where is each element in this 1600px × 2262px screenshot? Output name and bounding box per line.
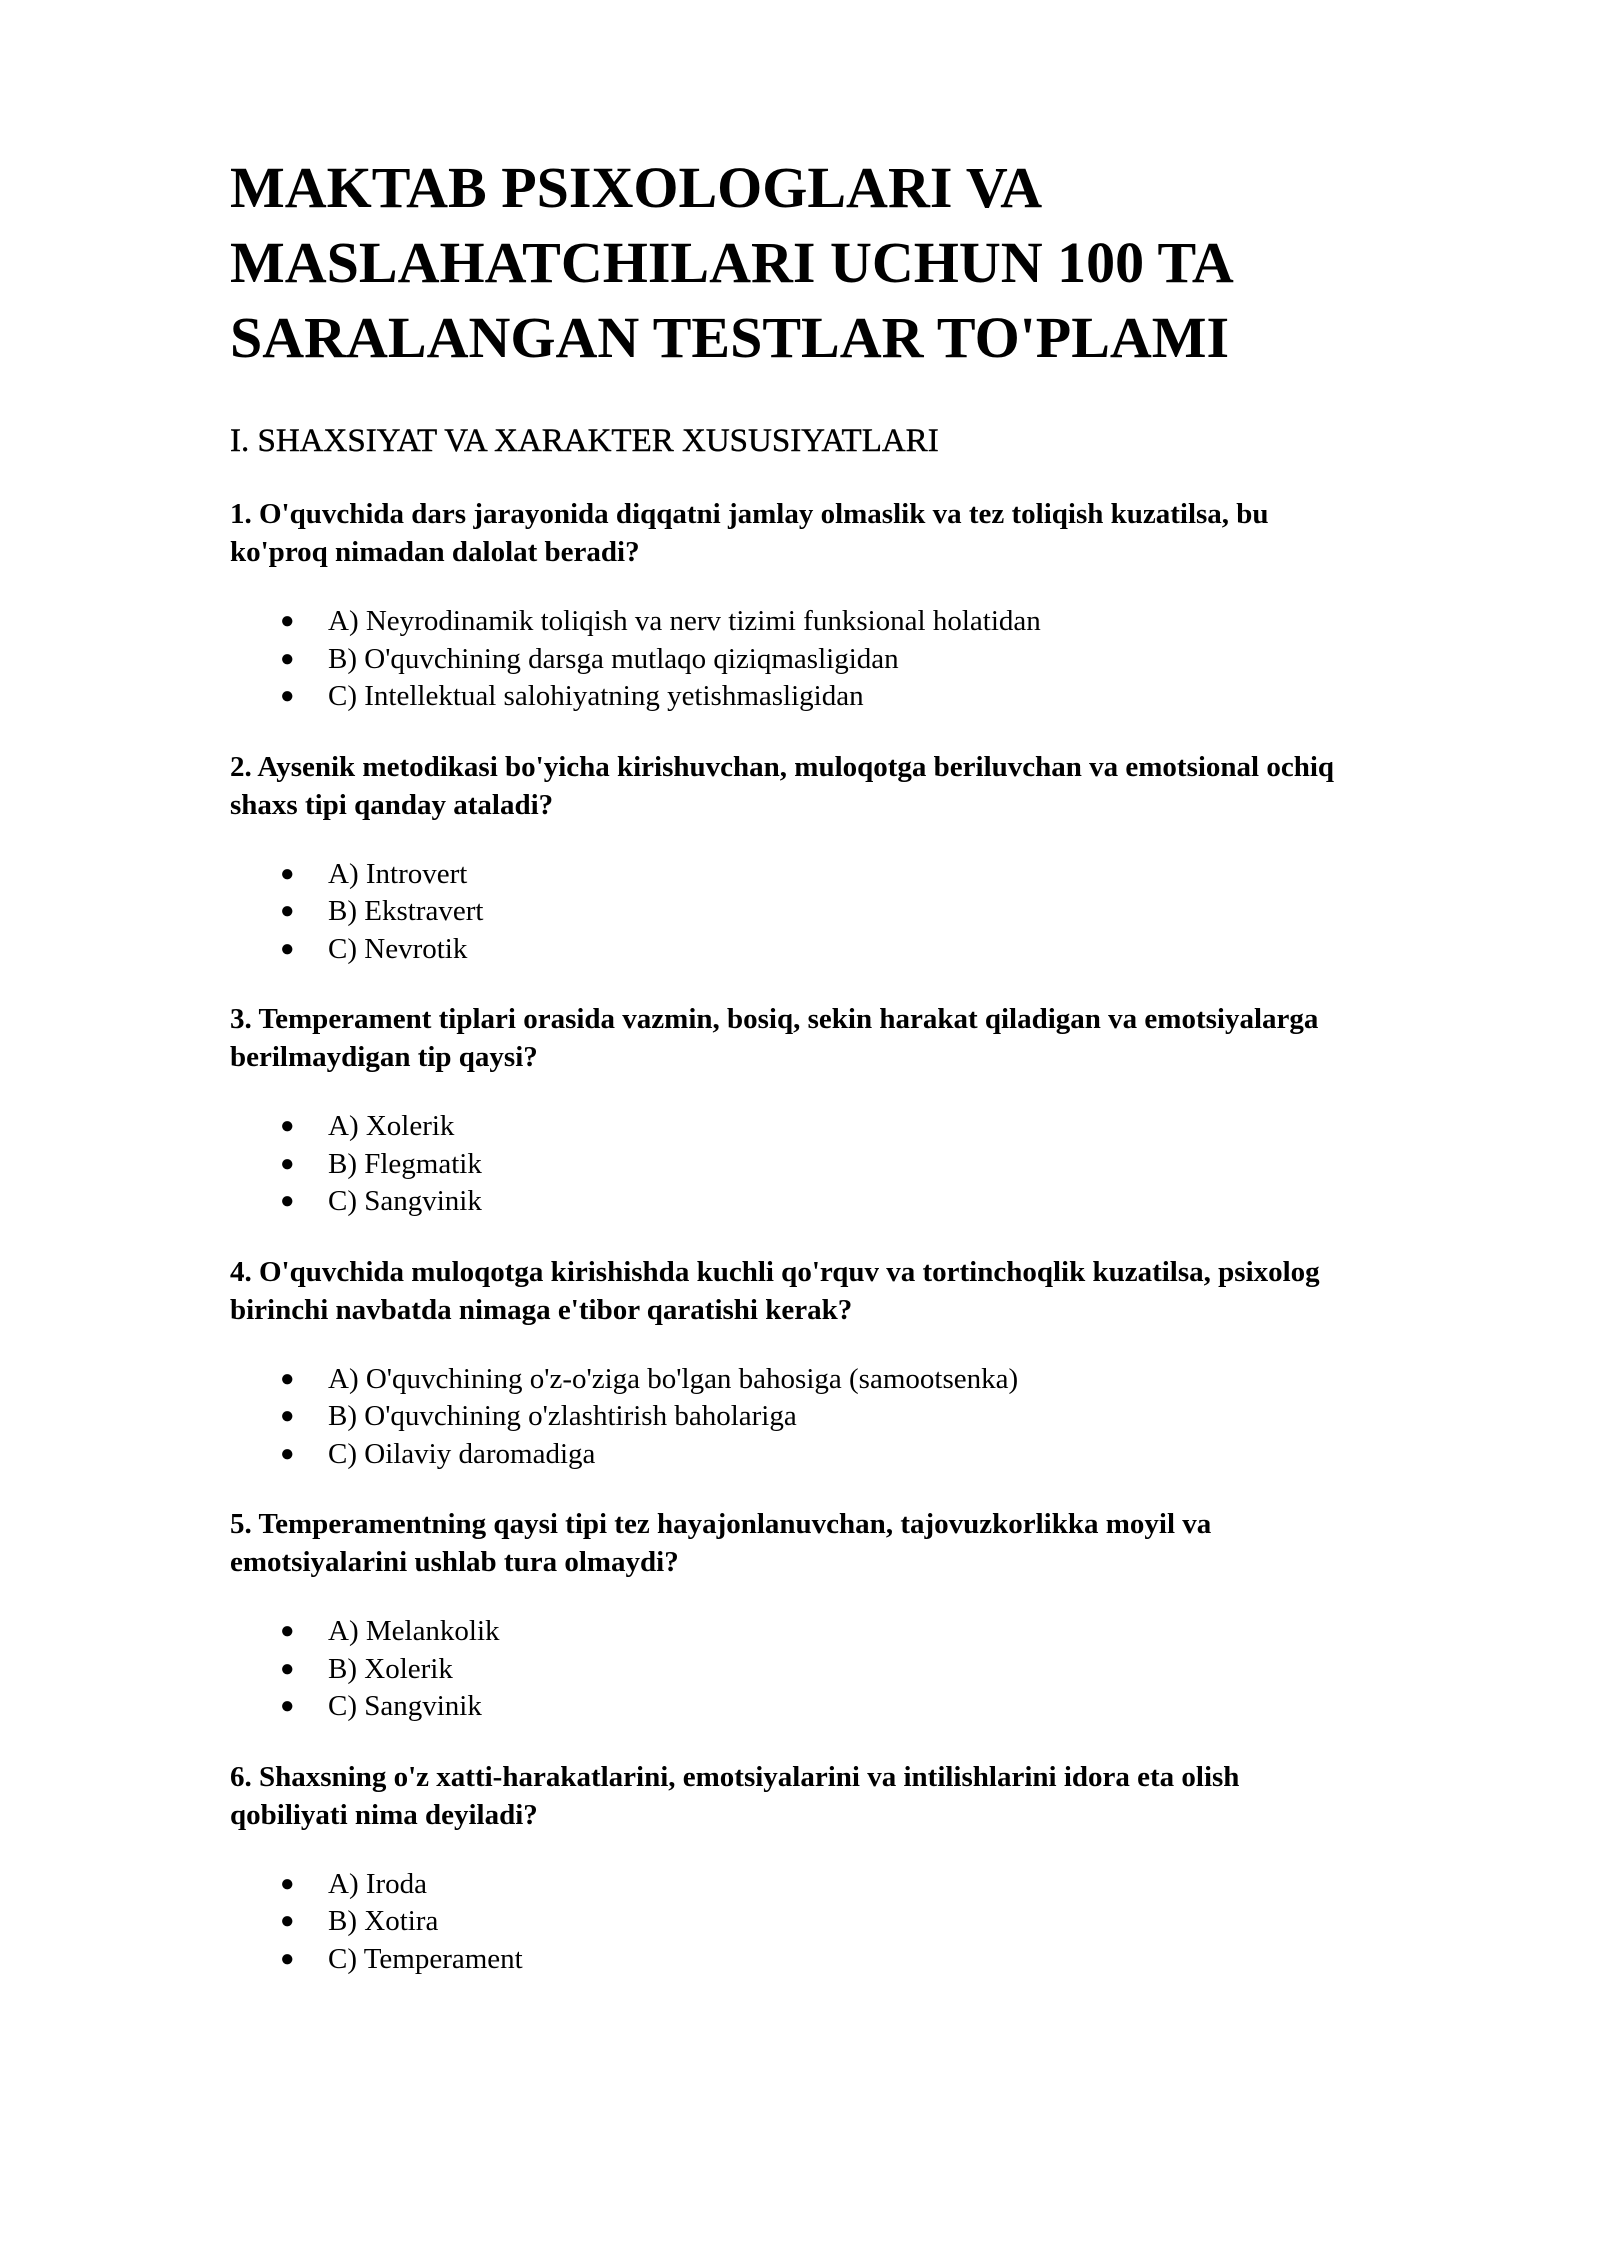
question-line: 4. O'quvchida muloqotga kirishishda kuchli qo'rquv va tortinchoqlik kuzatilsa, psixolog [230, 1255, 1320, 1288]
question-line: ko'proq nimadan dalolat beradi? [230, 536, 640, 568]
bullet-icon: ● [280, 608, 295, 634]
answer-option [230, 1361, 1480, 1399]
question-block [230, 1758, 1480, 1979]
answer-option-text: A) Neyrodinamik toliqish va nerv tizimi funksional holatidan [328, 605, 1041, 637]
answer-option-text: C) Nevrotik [328, 932, 468, 965]
bullet-icon: ● [280, 1693, 295, 1719]
bullet-icon: ● [280, 1365, 295, 1392]
title-line: SARALANGAN TESTLAR TO'PLAMI [230, 305, 1230, 370]
title-line: MAKTAB PSIXOLOGLARI VA [230, 155, 1043, 220]
answer-option [230, 1941, 1480, 1979]
answer-option [230, 641, 1480, 679]
answer-option-text: C) Oilaviy daromadiga [328, 1437, 596, 1470]
question-line: 2. Aysenik metodikasi bo'yicha kirishuvchan, muloqotga beriluvchan va emotsional ochiq [230, 750, 1335, 783]
answer-option [230, 1613, 1480, 1651]
answer-option-text: C) Sangvinik [328, 1690, 482, 1722]
answer-option-text: A) Xolerik [328, 1110, 455, 1142]
question-block [230, 748, 1480, 969]
answer-options-list [230, 1108, 1480, 1221]
question-block [230, 495, 1480, 716]
answer-option [230, 1688, 1480, 1726]
question-block [230, 1505, 1480, 1726]
answer-option [230, 1398, 1480, 1436]
answer-options-list [230, 1866, 1480, 1979]
answer-option-text: A) Melankolik [328, 1615, 500, 1647]
answer-option-text: C) Intellektual salohiyatning yetishmasligidan [328, 680, 864, 712]
bullet-icon: ● [280, 645, 295, 672]
bullet-icon: ● [280, 1188, 295, 1214]
title-line: MASLAHATCHILARI UCHUN 100 TA [230, 230, 1234, 295]
bullet-icon: ● [280, 1150, 295, 1177]
question-line: 1. O'quvchida dars jarayonida diqqatni jamlay olmaslik va tez toliqish kuzatilsa, bu [230, 498, 1269, 530]
question-text [230, 1505, 1480, 1581]
question-line: 5. Temperamentning qaysi tipi tez hayajonlanuvchan, tajovuzkorlikka moyil va [230, 1508, 1212, 1540]
answer-option [230, 603, 1480, 641]
bullet-icon: ● [280, 1870, 295, 1897]
answer-option-text: B) O'quvchining darsga mutlaqo qiziqmasligidan [328, 642, 899, 675]
answer-options-list [230, 856, 1480, 969]
question-line: 3. Temperament tiplari orasida vazmin, bosiq, sekin harakat qiladigan va emotsiyalarga [230, 1003, 1319, 1035]
question-line: shaxs tipi qanday ataladi? [230, 788, 554, 821]
question-line: 6. Shaxsning o'z xatti-harakatlarini, emotsiyalarini va intilishlarini idora eta olish [230, 1760, 1240, 1793]
bullet-icon: ● [280, 935, 295, 962]
bullet-icon: ● [280, 860, 295, 887]
question-line: birinchi navbatda nimaga e'tibor qaratishi kerak? [230, 1293, 853, 1326]
bullet-icon: ● [280, 1655, 295, 1682]
bullet-icon: ● [280, 683, 295, 709]
question-text [230, 1253, 1480, 1329]
question-line: berilmaydigan tip qaysi? [230, 1041, 538, 1073]
section-heading: I. SHAXSIYAT VA XARAKTER XUSUSIYATLARI [230, 423, 939, 459]
answer-option [230, 1651, 1480, 1689]
answer-option [230, 931, 1480, 969]
question-text [230, 748, 1480, 824]
answer-option [230, 1108, 1480, 1146]
answer-option [230, 1146, 1480, 1184]
answer-option-text: B) Xolerik [328, 1652, 453, 1685]
bullet-icon: ● [280, 1440, 295, 1467]
question-block [230, 1253, 1480, 1474]
bullet-icon: ● [280, 898, 295, 924]
question-text [230, 495, 1480, 571]
document-page [230, 150, 1480, 1978]
document-title [230, 150, 1480, 375]
question-block [230, 1000, 1480, 1221]
answer-option-text: B) Flegmatik [328, 1147, 482, 1180]
answer-option [230, 1903, 1480, 1941]
answer-option [230, 1866, 1480, 1904]
answer-options-list [230, 603, 1480, 716]
answer-option-text: A) Introvert [328, 857, 468, 890]
bullet-icon: ● [280, 1618, 295, 1644]
answer-option-text: C) Temperament [328, 1942, 523, 1975]
answer-option-text: B) Xotira [328, 1905, 439, 1937]
question-text [230, 1000, 1480, 1076]
bullet-icon: ● [280, 1403, 295, 1429]
answer-option-text: C) Sangvinik [328, 1185, 482, 1217]
answer-option [230, 856, 1480, 894]
bullet-icon: ● [280, 1113, 295, 1139]
bullet-icon: ● [280, 1945, 295, 1972]
bullet-icon: ● [280, 1908, 295, 1934]
answer-option [230, 893, 1480, 931]
answer-options-list [230, 1361, 1480, 1474]
answer-option-text: B) O'quvchining o'zlashtirish baholariga [328, 1400, 797, 1432]
answer-option-text: A) Iroda [328, 1867, 428, 1900]
answer-options-list [230, 1613, 1480, 1726]
answer-option [230, 678, 1480, 716]
question-line: emotsiyalarini ushlab tura olmaydi? [230, 1546, 679, 1578]
answer-option [230, 1183, 1480, 1221]
answer-option-text: B) Ekstravert [328, 895, 484, 927]
question-text [230, 1758, 1480, 1834]
question-line: qobiliyati nima deyiladi? [230, 1798, 538, 1831]
answer-option-text: A) O'quvchining o'z-o'ziga bo'lgan bahosiga (samootsenka) [328, 1362, 1019, 1395]
answer-option [230, 1436, 1480, 1474]
